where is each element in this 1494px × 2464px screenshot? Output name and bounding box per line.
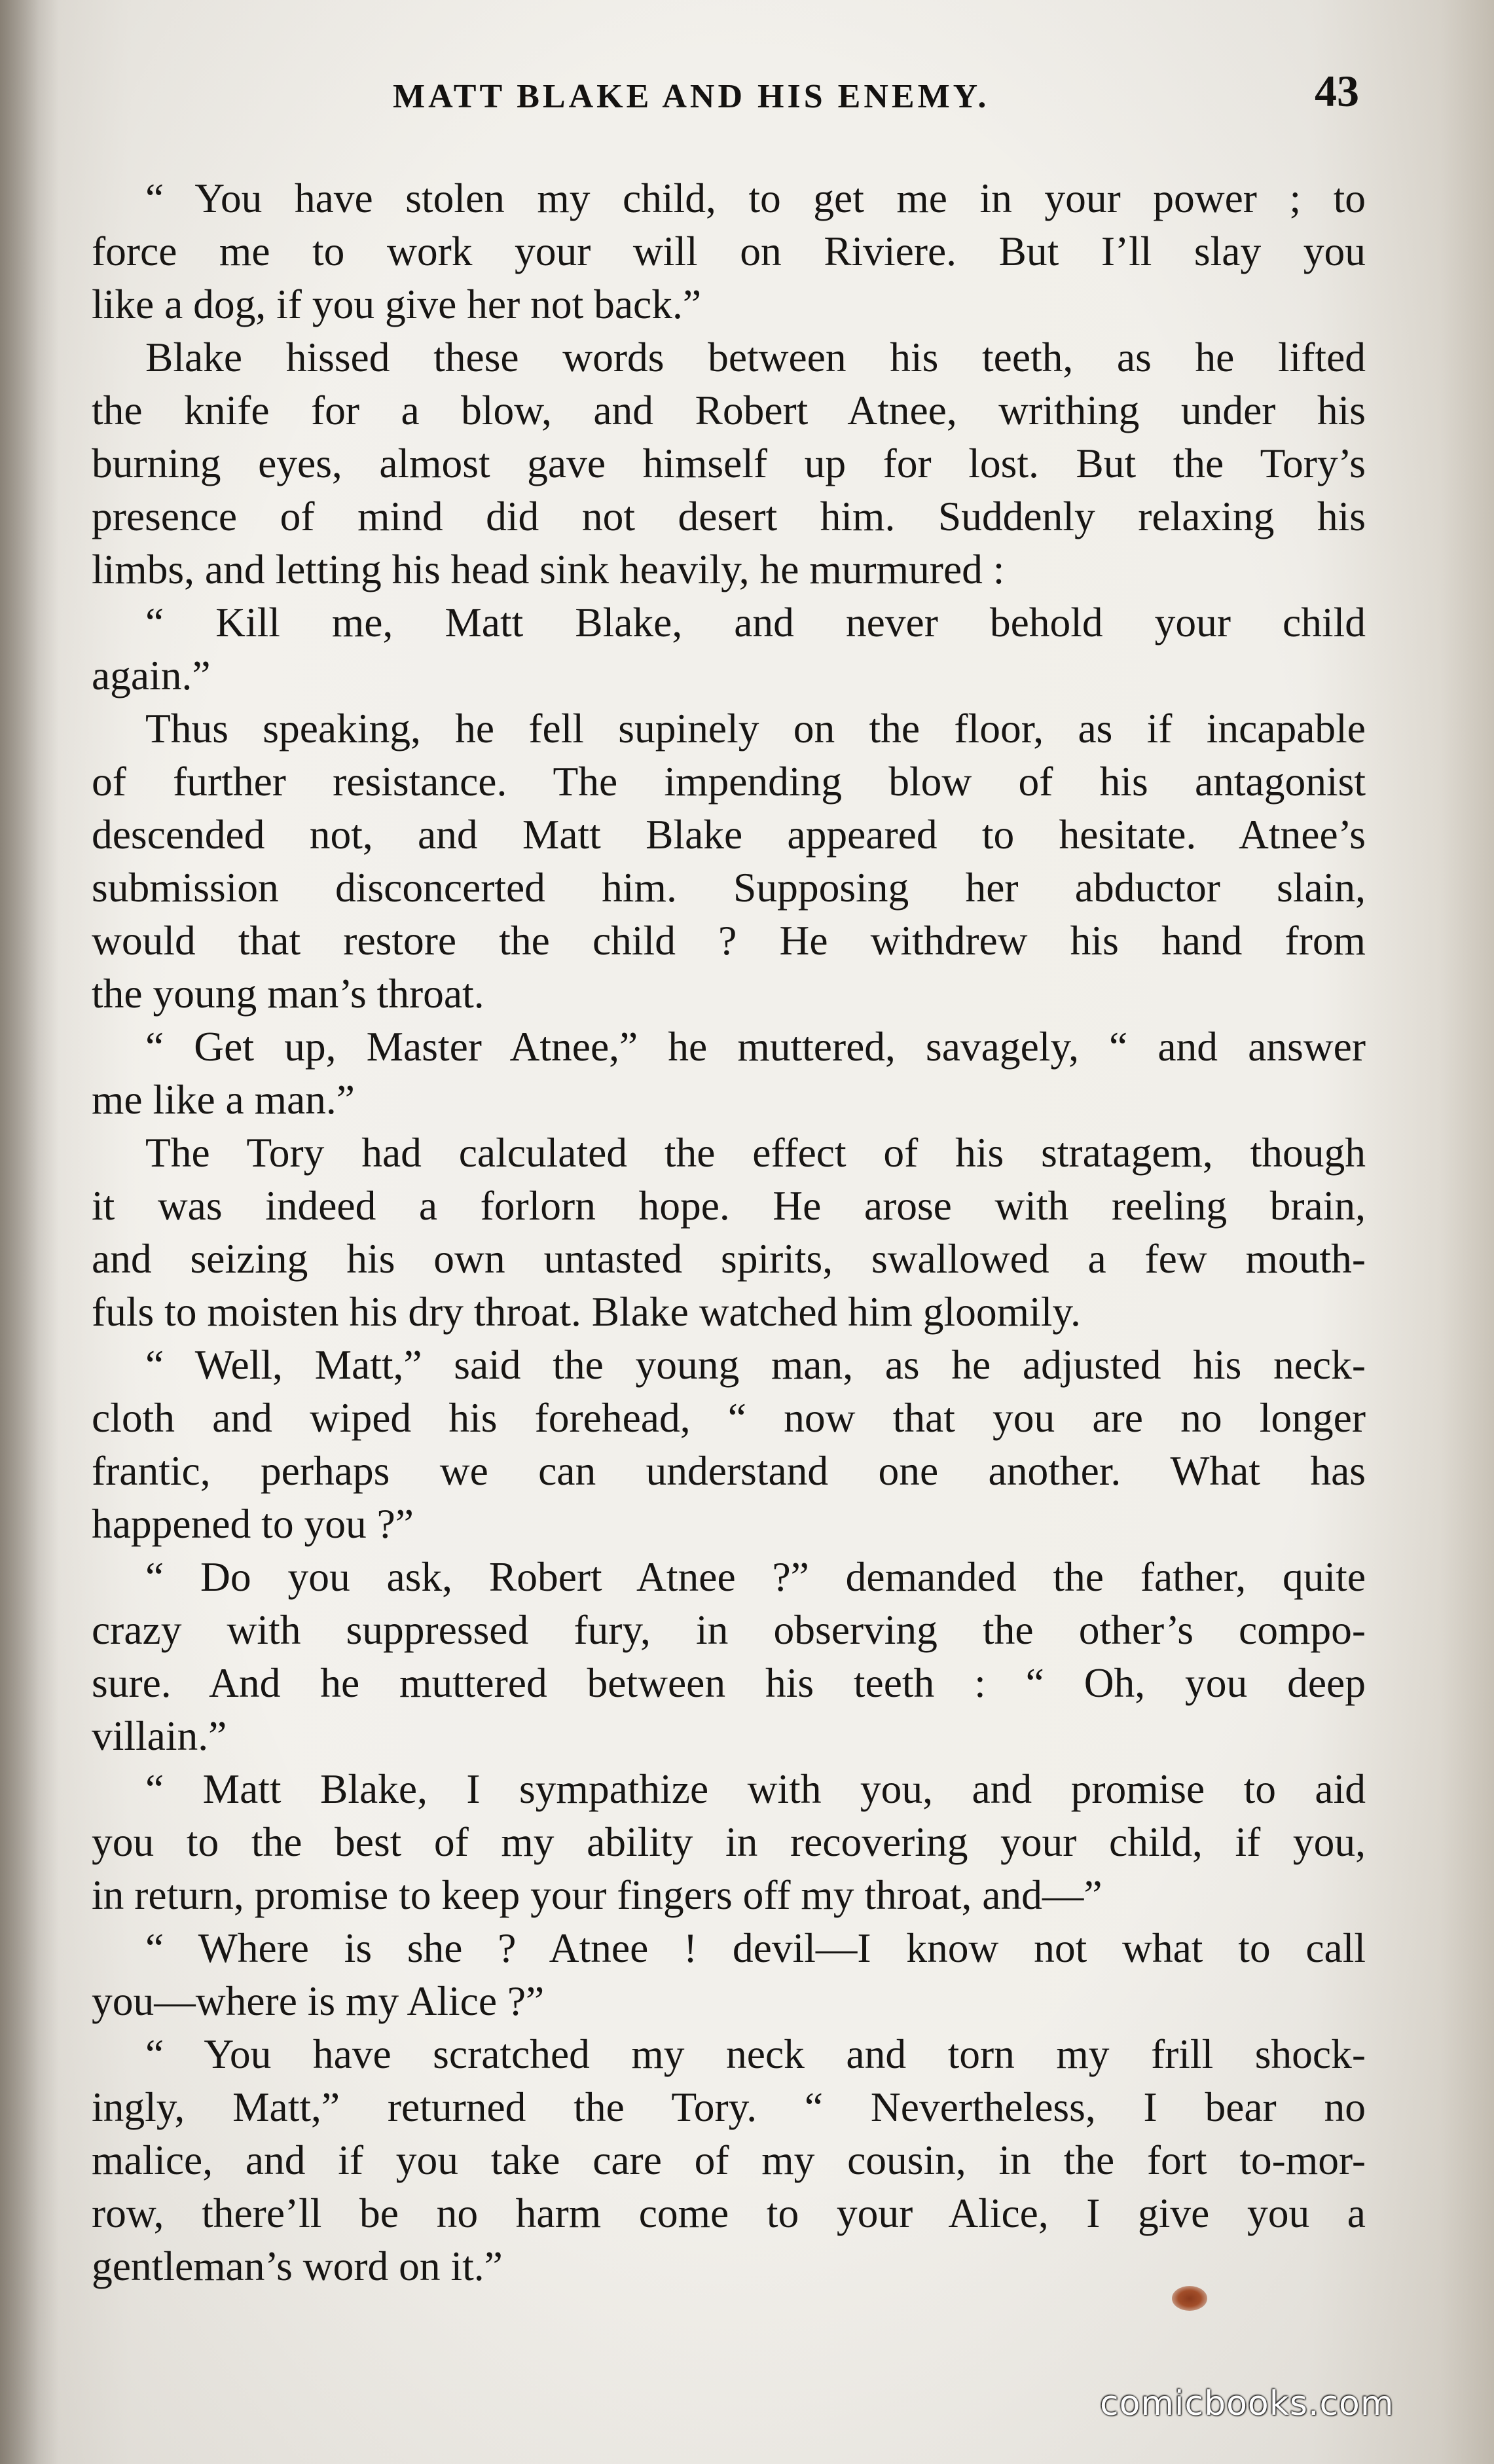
- text-line: Thus speaking, he fell supinely on the floor, as if incapable: [145, 705, 1366, 752]
- text-line: “ Matt Blake, I sympathize with you, and promise to aid: [145, 1766, 1366, 1812]
- text-line: you—where is my Alice ?”: [92, 1978, 545, 2024]
- text-line: cloth and wiped his forehead, “ now that you are no longer: [92, 1394, 1366, 1441]
- text-line: Blake hissed these words between his teeth, as he lifted: [145, 334, 1366, 380]
- text-line: the knife for a blow, and Robert Atnee, writhing under his: [92, 387, 1366, 433]
- text-line: malice, and if you take care of my cousin, in the fort to-mor-: [92, 2137, 1366, 2183]
- text-line: “ Kill me, Matt Blake, and never behold your child: [145, 599, 1366, 645]
- text-line: like a dog, if you give her not back.”: [92, 281, 702, 327]
- text-line: frantic, perhaps we can understand one another. What has: [92, 1447, 1366, 1494]
- text-line: “ Do you ask, Robert Atnee ?” demanded the father, quite: [145, 1553, 1366, 1600]
- text-line: “ Get up, Master Atnee,” he muttered, savagely, “ and answer: [145, 1023, 1366, 1070]
- text-line: row, there’ll be no harm come to your Alice, I give you a: [92, 2190, 1366, 2236]
- text-line: gentleman’s word on it.”: [92, 2243, 503, 2289]
- body-text: [92, 172, 1366, 2292]
- text-line: and seizing his own untasted spirits, swallowed a few mouth-: [92, 1235, 1366, 1282]
- text-line: villain.”: [92, 1712, 227, 1759]
- text-line: presence of mind did not desert him. Suddenly relaxing his: [92, 493, 1366, 539]
- text-line: the young man’s throat.: [92, 970, 484, 1017]
- page-number: 43: [1315, 66, 1359, 116]
- text-line: limbs, and letting his head sink heavily, he murmured :: [92, 546, 1005, 592]
- running-head: MATT BLAKE AND HIS ENEMY.: [393, 78, 990, 115]
- text-line: fuls to moisten his dry throat. Blake watched him gloomily.: [92, 1288, 1081, 1335]
- text-line: it was indeed a forlorn hope. He arose with reeling brain,: [92, 1182, 1366, 1229]
- text-line: sure. And he muttered between his teeth : “ Oh, you deep: [92, 1659, 1366, 1706]
- text-line: me like a man.”: [92, 1076, 355, 1123]
- text-line: would that restore the child ? He withdrew his hand from: [92, 917, 1366, 964]
- text-line: “ Where is she ? Atnee ! devil—I know not what to call: [145, 1925, 1366, 1971]
- text-line: “ You have stolen my child, to get me in your power ; to: [145, 175, 1366, 221]
- text-line: descended not, and Matt Blake appeared to hesitate. Atnee’s: [92, 811, 1366, 858]
- text-line: “ Well, Matt,” said the young man, as he adjusted his neck-: [145, 1341, 1366, 1388]
- text-line: “ You have scratched my neck and torn my frill shock-: [145, 2031, 1366, 2077]
- text-line: in return, promise to keep your fingers off my throat, and—”: [92, 1872, 1102, 1918]
- text-line: again.”: [92, 652, 211, 698]
- text-line: The Tory had calculated the effect of his stratagem, though: [145, 1129, 1366, 1176]
- text-line: of further resistance. The impending blow of his antagonist: [92, 758, 1366, 805]
- text-line: happened to you ?”: [92, 1500, 414, 1547]
- site-watermark: comicbooks.com: [1100, 2384, 1394, 2423]
- text-line: you to the best of my ability in recovering your child, if you,: [92, 1819, 1366, 1865]
- text-line: ingly, Matt,” returned the Tory. “ Nevertheless, I bear no: [92, 2084, 1366, 2130]
- text-line: crazy with suppressed fury, in observing the other’s compo-: [92, 1606, 1366, 1653]
- paper-stain: [1172, 2286, 1207, 2311]
- text-line: submission disconcerted him. Supposing her abductor slain,: [92, 864, 1366, 911]
- text-line: force me to work your will on Riviere. But I’ll slay you: [92, 228, 1366, 274]
- text-line: burning eyes, almost gave himself up for lost. But the Tory’s: [92, 440, 1366, 486]
- page-gutter-shadow: [0, 0, 59, 2464]
